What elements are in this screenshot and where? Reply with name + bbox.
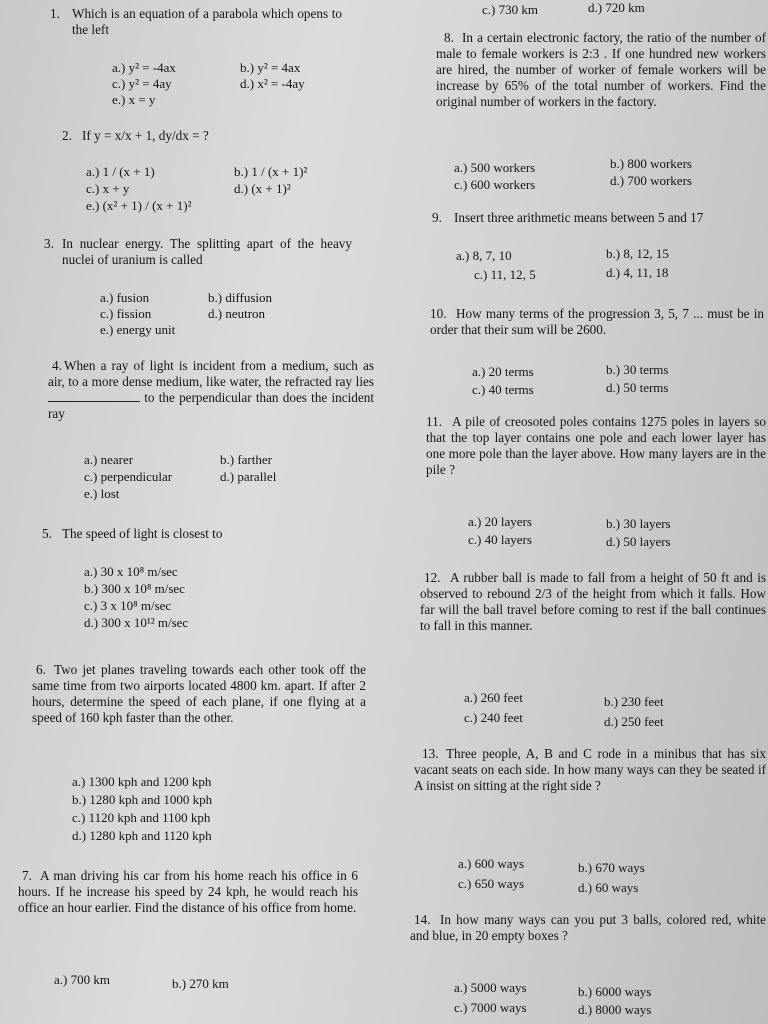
question-14 <box>410 912 766 944</box>
option-e[interactable]: e.) (x² + 1) / (x + 1)² <box>86 198 192 213</box>
option-a[interactable]: a.) 20 terms <box>472 364 534 379</box>
question-number: 4. <box>52 358 62 373</box>
question-text: The speed of light is closest to <box>62 526 223 541</box>
question-text: In a certain electronic factory, the ratio of the number of male to female workers is 2:3 . If one hundred new workers are hired, the number of worker of female workers will be increase by 65% of the total number of workers. Find the original number of workers in the factory. <box>436 30 766 109</box>
option-c[interactable]: c.) x + y <box>86 181 130 196</box>
option-b[interactable]: b.) 230 feet <box>604 694 664 709</box>
option-c[interactable]: c.) 40 layers <box>468 532 532 547</box>
option-a[interactable]: a.) 30 x 10⁸ m/sec <box>84 564 178 579</box>
option-b[interactable]: b.) 270 km <box>172 976 229 991</box>
option-e[interactable]: e.) lost <box>84 486 120 501</box>
option-c[interactable]: c.) 3 x 10⁸ m/sec <box>84 598 172 613</box>
option-e[interactable]: e.) x = y <box>112 92 156 107</box>
question-number: 6. <box>36 662 46 677</box>
option-e[interactable]: e.) energy unit <box>100 322 176 337</box>
option-b[interactable]: b.) 1280 kph and 1000 kph <box>72 792 213 807</box>
option-d[interactable]: d.) parallel <box>220 469 277 484</box>
question-text: Two jet planes traveling towards each other took off the same time from two airports located 4800 km. apart. If after 2 hours, determine the speed of each plane, if one flying at a speed of 160 kph faster than the other. <box>32 662 366 725</box>
question-text: If y = x/x + 1, dy/dx = ? <box>82 128 209 143</box>
option-d[interactable]: d.) (x + 1)² <box>234 181 291 196</box>
option-c[interactable]: c.) 650 ways <box>458 876 525 891</box>
option-c[interactable]: c.) perpendicular <box>84 469 173 484</box>
option-a[interactable]: a.) 700 km <box>54 972 110 987</box>
option-b[interactable]: b.) 8, 12, 15 <box>606 246 669 261</box>
option-a[interactable]: a.) 500 workers <box>454 160 536 175</box>
option-d[interactable]: d.) 250 feet <box>604 714 664 729</box>
question-number: 5. <box>42 526 52 541</box>
question-7 <box>18 868 358 916</box>
option-d[interactable]: d.) 1280 kph and 1120 kph <box>72 828 212 843</box>
option-c[interactable]: c.) 7000 ways <box>454 1000 527 1015</box>
question-number: 14. <box>414 912 431 927</box>
option-b[interactable]: b.) 800 workers <box>610 156 692 171</box>
option-a[interactable]: a.) 1 / (x + 1) <box>86 164 155 179</box>
option-b[interactable]: b.) y² = 4ax <box>240 60 301 75</box>
option-d[interactable]: d.) 60 ways <box>578 880 639 895</box>
question-number: 10. <box>430 306 447 321</box>
option-a[interactable]: a.) 260 feet <box>464 690 523 705</box>
question-10 <box>430 306 764 338</box>
option-b[interactable]: b.) farther <box>220 452 272 467</box>
option-b[interactable]: b.) diffusion <box>208 290 273 305</box>
option-a[interactable]: a.) 8, 7, 10 <box>456 248 512 263</box>
answer-blank <box>48 391 140 402</box>
option-d[interactable]: d.) 300 x 10¹² m/sec <box>84 615 189 630</box>
question-text: Three people, A, B and C rode in a minibus that has six vacant seats on each side. In how many ways can they be seated if A insist on sitting at the right side ? <box>414 746 766 793</box>
question-text: In nuclear energy. The splitting apart of the heavy nuclei of uranium is called <box>62 236 352 267</box>
option-c[interactable]: c.) fission <box>100 306 152 321</box>
option-a[interactable]: a.) 5000 ways <box>454 980 527 995</box>
option-b[interactable]: b.) 1 / (x + 1)² <box>234 164 308 179</box>
question-12 <box>420 570 766 634</box>
option-a[interactable]: a.) nearer <box>84 452 134 467</box>
option-d[interactable]: d.) 8000 ways <box>578 1002 652 1017</box>
question-text-part-2: to the perpendicular than does the incident ray <box>48 390 374 421</box>
question-5 <box>42 526 362 542</box>
question-text: A rubber ball is made to fall from a height of 50 ft and is observed to rebound 2/3 of the height from which it falls. How far will the ball travel before coming to rest if the ball continues to fall in this manner. <box>420 570 766 633</box>
question-text-part-1: When a ray of light is incident from a medium, such as air, to a more dense medium, like water, the refracted ray lies <box>48 358 374 389</box>
option-b[interactable]: b.) 30 layers <box>606 516 671 531</box>
question-text: A pile of creosoted poles contains 1275 poles in layers so that the top layer contains one pole and each lower layer has one more pole than the layer above. How many layers are in the pile ? <box>426 414 766 477</box>
question-text: Which is an equation of a parabola which opens to the left <box>72 6 342 37</box>
question-number: 7. <box>22 868 32 883</box>
option-a[interactable]: a.) 1300 kph and 1200 kph <box>72 774 212 789</box>
question-number: 2. <box>62 128 72 143</box>
question-11 <box>426 414 766 478</box>
option-c[interactable]: c.) 1120 kph and 1100 kph <box>72 810 211 825</box>
question-4 <box>48 358 374 422</box>
question-8 <box>436 30 766 110</box>
option-b[interactable]: b.) 6000 ways <box>578 984 652 999</box>
question-3 <box>44 236 354 268</box>
option-d[interactable]: d.) 4, 11, 18 <box>606 265 669 280</box>
option-b[interactable]: b.) 30 terms <box>606 362 669 377</box>
question-1 <box>50 6 370 38</box>
option-c[interactable]: c.) y² = 4ay <box>112 76 172 91</box>
question-text: Insert three arithmetic means between 5 and 17 <box>454 210 704 225</box>
question-text: In how many ways can you put 3 balls, colored red, white and blue, in 20 empty boxes ? <box>410 912 766 943</box>
question-6 <box>32 662 366 726</box>
option-a[interactable]: a.) 600 ways <box>458 856 525 871</box>
option-a[interactable]: a.) y² = -4ax <box>112 60 176 75</box>
option-d[interactable]: d.) 50 layers <box>606 534 671 549</box>
question-number: 12. <box>424 570 441 585</box>
option-b[interactable]: b.) 670 ways <box>578 860 645 875</box>
question-number: 3. <box>44 236 54 251</box>
question-number: 8. <box>444 30 454 45</box>
option-d[interactable]: d.) 720 km <box>588 0 645 15</box>
option-c[interactable]: c.) 40 terms <box>472 382 534 397</box>
option-b[interactable]: b.) 300 x 10⁸ m/sec <box>84 581 185 596</box>
question-number: 9. <box>432 210 442 225</box>
option-a[interactable]: a.) fusion <box>100 290 150 305</box>
question-number: 1. <box>50 6 60 21</box>
option-c[interactable]: c.) 11, 12, 5 <box>474 267 536 282</box>
question-13 <box>414 746 766 794</box>
question-text: How many terms of the progression 3, 5, 7 ... must be in order that their sum will be 2600. <box>430 306 764 337</box>
question-2 <box>62 128 372 144</box>
option-a[interactable]: a.) 20 layers <box>468 514 532 529</box>
option-c[interactable]: c.) 600 workers <box>454 177 536 192</box>
question-number: 13. <box>422 746 439 761</box>
option-d[interactable]: d.) x² = -4ay <box>240 76 305 91</box>
question-text <box>48 358 374 422</box>
question-number: 11. <box>426 414 442 429</box>
option-d[interactable]: d.) 50 terms <box>606 380 669 395</box>
option-c[interactable]: c.) 730 km <box>482 2 538 17</box>
option-c[interactable]: c.) 240 feet <box>464 710 523 725</box>
option-d[interactable]: d.) neutron <box>208 306 266 321</box>
question-9 <box>432 210 768 226</box>
question-text: A man driving his car from his home reach his office in 6 hours. If he increase his speed by 24 kph, he would reach his office an hour earlier. Find the distance of his office from home. <box>18 868 358 915</box>
option-d[interactable]: d.) 700 workers <box>610 173 692 188</box>
